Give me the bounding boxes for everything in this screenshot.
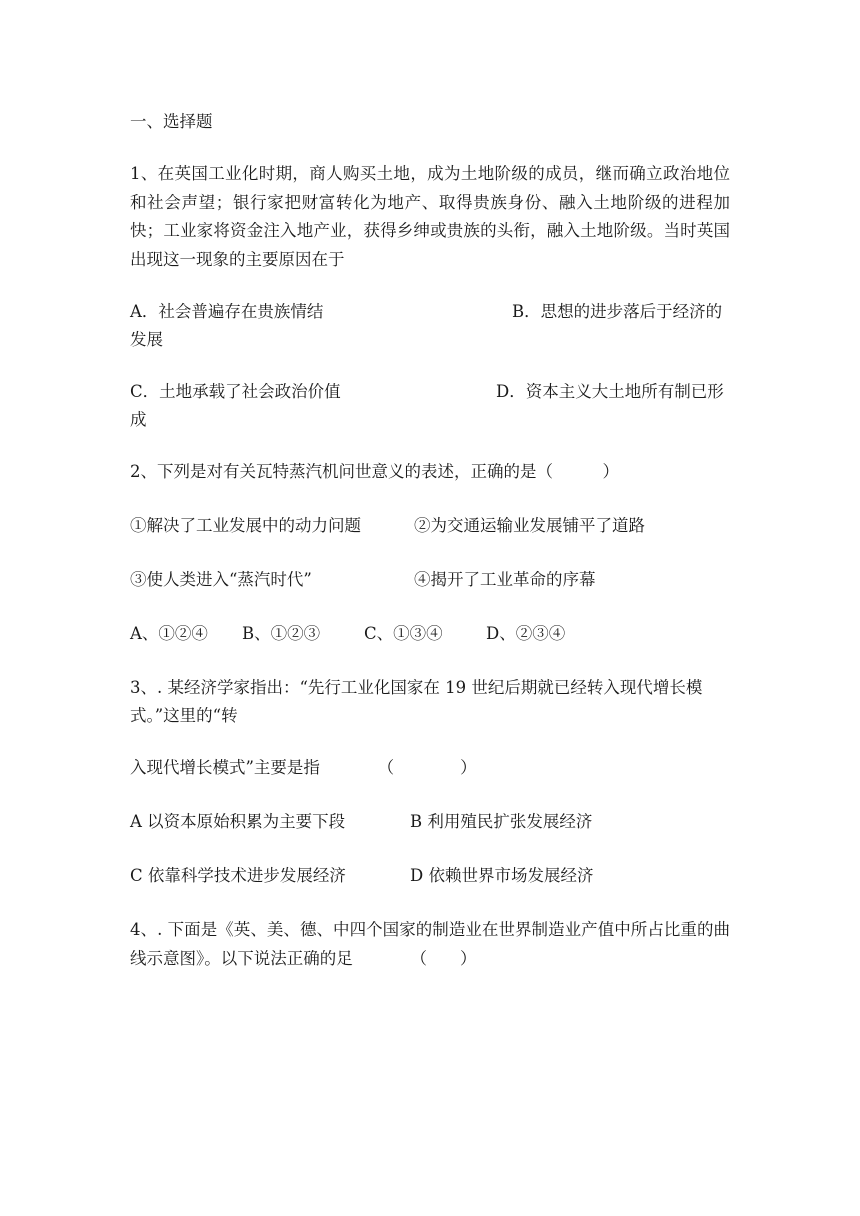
document-page bbox=[130, 108, 730, 973]
question-1-options-ab bbox=[130, 298, 730, 354]
question-2-items-row-1 bbox=[130, 512, 730, 540]
question-1-options-cd bbox=[130, 378, 730, 434]
question-4-stem: 4、. 下面是《英、美、德、中四个国家的制造业在世界制造业产值中所占比重的曲线示意图》。以下说法正确的足 （ ） bbox=[130, 920, 730, 968]
question-1-option-c: C．土地承载了社会政治价值 bbox=[130, 382, 341, 401]
question-3-options-ab bbox=[130, 808, 730, 836]
question-2-item-3: ③使人类进入“蒸汽时代” bbox=[130, 570, 312, 589]
question-1-stem: 1、在英国工业化时期，商人购买土地，成为土地阶级的成员，继而确立政治地位和社会声望；银行家把财富转化为地产、取得贵族身份、融入土地阶级的进程加快；工业家将资金注入地产业，获得乡绅或贵族的头衔，融入土地阶级。当时英国出现这一现象的主要原因在于 bbox=[130, 164, 730, 269]
question-2-items-row-2 bbox=[130, 566, 730, 594]
question-3-stem-line-1: 3、. 某经济学家指出：“先行工业化国家在 19 世纪后期就已经转入现代增长模 bbox=[130, 678, 703, 697]
question-2-choices bbox=[130, 620, 730, 648]
question-2-choice-d: D、②③④ bbox=[486, 624, 566, 643]
question-1-option-d: D．资本主义大土地所有制已形 bbox=[496, 382, 724, 401]
question-1-option-d-continued: 成 bbox=[130, 410, 147, 429]
question-2-choice-a: A、①②④ bbox=[130, 624, 208, 643]
question-3-option-b: B 利用殖民扩张发展经济 bbox=[410, 812, 593, 831]
question-3-option-d: D 依赖世界市场发展经济 bbox=[410, 866, 594, 885]
question-1-option-b: B．思想的进步落后于经济的 bbox=[512, 302, 723, 321]
question-3-stem-line-3: 入现代增长模式”主要是指 （ ） bbox=[130, 758, 477, 777]
question-2-item-4: ④揭开了工业革命的序幕 bbox=[414, 570, 596, 589]
question-3-option-a: A 以资本原始积累为主要下段 bbox=[130, 812, 346, 831]
question-2-stem: 2、下列是对有关瓦特蒸汽机问世意义的表述，正确的是（ ） bbox=[130, 462, 619, 481]
question-2-choice-c: C、①③④ bbox=[364, 624, 443, 643]
question-2-choice-b: B、①②③ bbox=[242, 624, 321, 643]
question-2-item-1: ①解决了工业发展中的动力问题 bbox=[130, 516, 361, 535]
question-2-item-2: ②为交通运输业发展铺平了道路 bbox=[414, 516, 645, 535]
question-3-options-cd bbox=[130, 862, 730, 890]
question-1-option-a: A．社会普遍存在贵族情结 bbox=[130, 302, 324, 321]
question-1-option-b-continued: 发展 bbox=[130, 330, 163, 349]
question-3-option-c: C 依靠科学技术进步发展经济 bbox=[130, 866, 346, 885]
question-3-stem bbox=[130, 674, 730, 730]
question-3-stem-line-2: 式。”这里的“转 bbox=[130, 706, 238, 725]
section-title: 一、选择题 bbox=[130, 112, 213, 131]
